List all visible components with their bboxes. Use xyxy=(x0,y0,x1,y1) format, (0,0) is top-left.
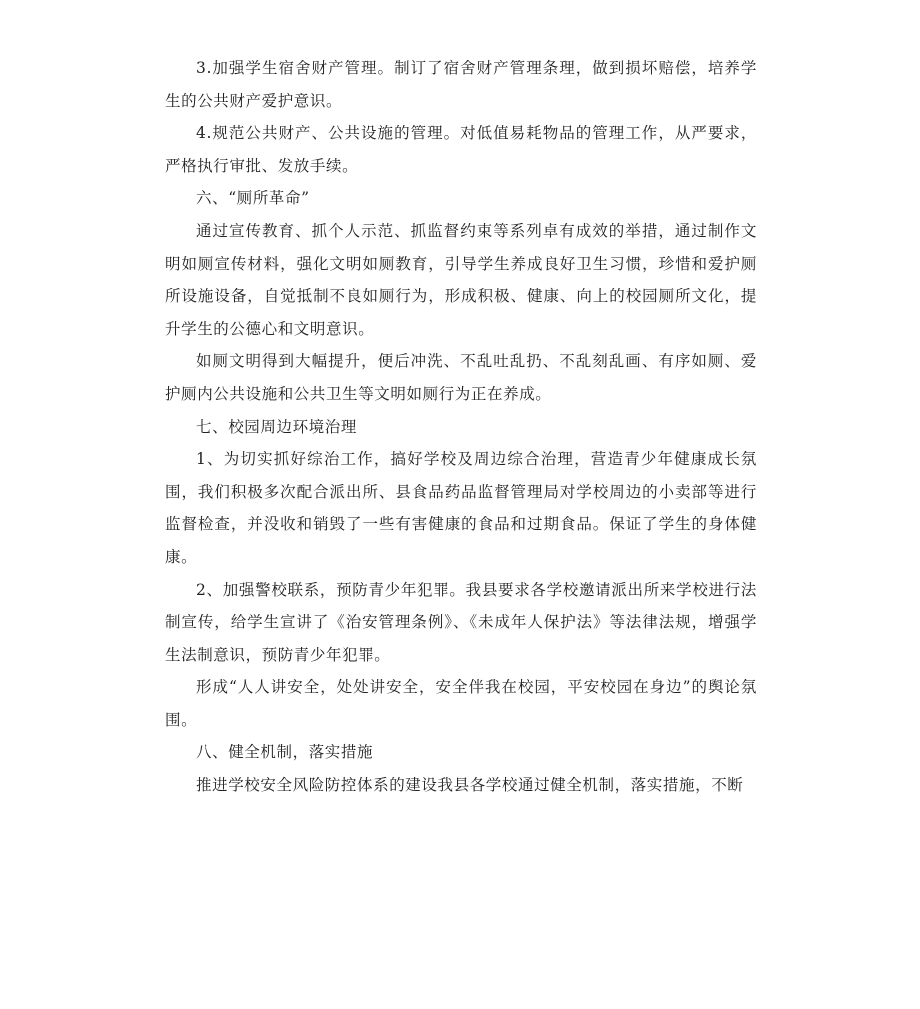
section-heading-campus-surroundings: 七、校园周边环境治理 xyxy=(196,417,358,436)
paragraph-comprehensive-governance: 1、为切实抓好综治工作，搞好学校及周边综合治理，营造青少年健康成长氛围，我们积极多次配合派出所、县食品药品监督管理局对学校周边的小卖部等进行监督检查，并没收和销毁了一些有害健康的食品和过期食品。保证了学生的身体健康。 xyxy=(165,450,757,566)
paragraph-dorm-property: 3.加强学生宿舍财产管理。制订了宿舍财产管理条理，做到损坏赔偿，培养学生的公共财产爱护意识。 xyxy=(165,59,757,110)
section-heading-toilet-revolution: 六、“厕所革命” xyxy=(196,189,310,208)
paragraph-public-facilities: 4.规范公共财产、公共设施的管理。对低值易耗物品的管理工作，从严要求，严格执行审批、发放手续。 xyxy=(165,124,757,175)
document-page xyxy=(165,52,757,802)
paragraph-police-school-liaison: 2、加强警校联系，预防青少年犯罪。我县要求各学校邀请派出所来学校进行法制宣传，给学生宣讲了《治安管理条例》、《未成年人保护法》等法律法规，增强学生法制意识，预防青少年犯罪。 xyxy=(165,580,757,664)
paragraph-toilet-civility: 如厕文明得到大幅提升，便后冲洗、不乱吐乱扔、不乱刻乱画、有序如厕、爱护厕内公共设施和公共卫生等文明如厕行为正在养成。 xyxy=(165,352,757,403)
paragraph-safety-atmosphere: 形成“人人讲安全，处处讲安全，安全伴我在校园，平安校园在身边”的舆论氛围。 xyxy=(165,678,757,729)
paragraph-toilet-education: 通过宣传教育、抓个人示范、抓监督约束等系列卓有成效的举措，通过制作文明如厕宣传材料，强化文明如厕教育，引导学生养成良好卫生习惯，珍惜和爱护厕所设施设备，自觉抵制不良如厕行为，形成积极、健康、向上的校园厕所文化，提升学生的公德心和文明意识。 xyxy=(165,221,757,338)
paragraph-risk-prevention: 推进学校安全风险防控体系的建设我县各学校通过健全机制，落实措施，不断 xyxy=(196,776,744,795)
section-heading-mechanisms: 八、健全机制，落实措施 xyxy=(196,743,374,762)
